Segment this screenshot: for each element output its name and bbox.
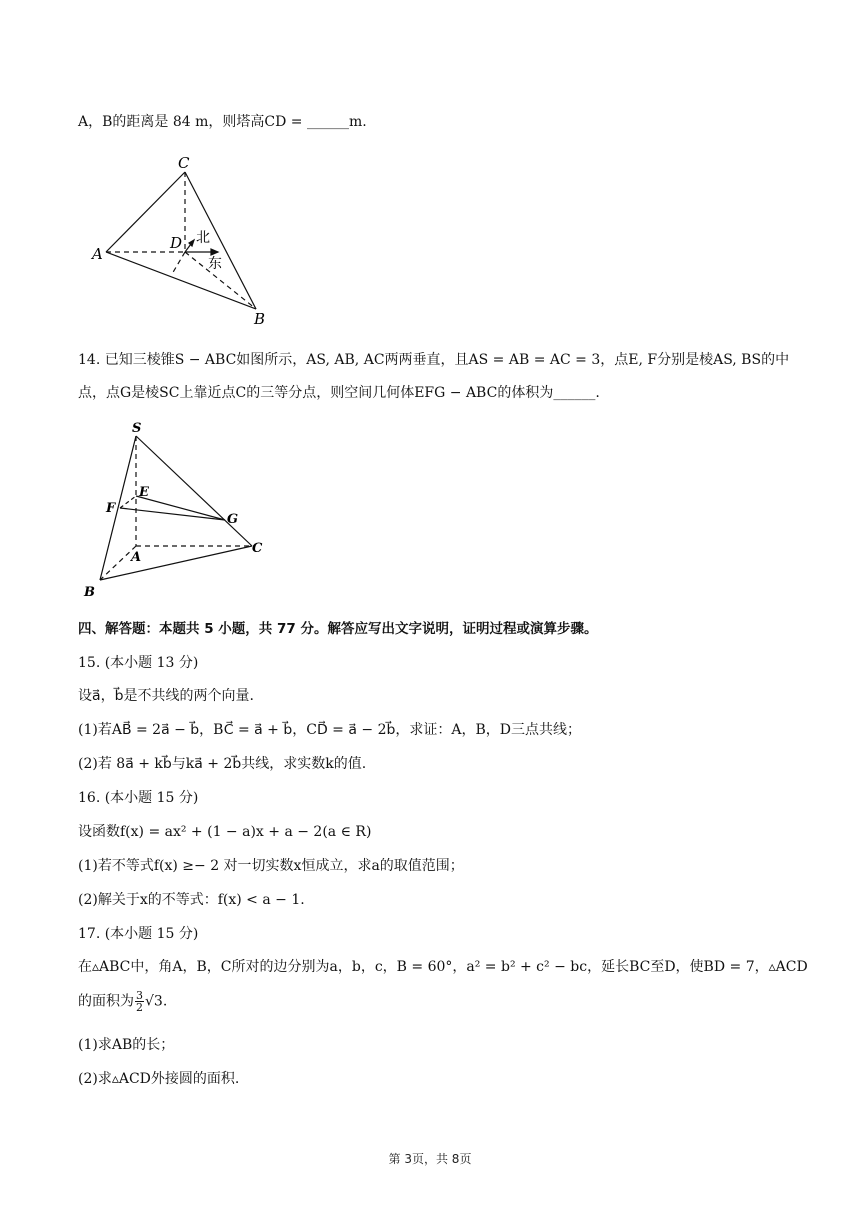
fig2-label-F: F: [106, 501, 116, 516]
q16-title: 16. (本小题 15 分): [78, 790, 199, 806]
q17-fraction: [135, 990, 144, 1013]
q17-part1: (1)求AB的长；: [78, 1037, 175, 1053]
fig2-label-C: C: [252, 541, 263, 556]
q17-frac-den: 2: [136, 1001, 143, 1014]
fig2-label-A: A: [131, 550, 142, 565]
q17-stem2-pre: 的面积为: [78, 993, 134, 1010]
q17-title: 17. (本小题 15 分): [78, 926, 199, 942]
fig1-label-north: 北: [196, 230, 210, 246]
q15-part2: (2)若 8a⃗ + kb⃗与ka⃗ + 2b⃗共线，求实数k的值.: [78, 756, 367, 772]
fig2-label-G: G: [227, 512, 239, 527]
q17-part2: (2)求▵ACD外接圆的面积.: [78, 1071, 240, 1087]
q16-part2: (2)解关于x的不等式：f(x) < a − 1.: [78, 892, 305, 908]
q17-stem2-post: √3.: [145, 993, 168, 1010]
tower-figure: [88, 152, 278, 330]
fig2-label-S: S: [132, 421, 142, 436]
q16-stem: 设函数f(x) = ax² + (1 − a)x + a − 2(a ∈ R): [78, 824, 372, 840]
fig1-label-A: A: [92, 245, 103, 263]
q17-frac-num: 3: [136, 989, 143, 1002]
fig1-label-D: D: [170, 234, 183, 252]
section-4-heading: 四、解答题：本题共 5 小题，共 77 分。解答应写出文字说明，证明过程或演算步骤。: [78, 621, 598, 637]
fig1-label-east: 东: [208, 256, 222, 272]
q17-stem-line1: 在▵ABC中，角A，B，C所对的边分别为a，b，c，B = 60°，a² = b² + c² − bc，延长BC至D，使BD = 7，▵ACD: [78, 959, 808, 975]
q14-line1: 14. 已知三棱锥S − ABC如图所示，AS, AB, AC两两垂直，且AS = AB = AC = 3，点E, F分别是棱AS, BS的中: [78, 352, 790, 368]
fig2-label-E: E: [139, 485, 149, 500]
q14-line2: 点，点G是棱SC上靠近点C的三等分点，则空间几何体EFG − ABC的体积为______.: [78, 385, 600, 401]
q13-tail-text: A，B的距离是 84 m，则塔高CD = ______m.: [78, 114, 367, 130]
fig2-label-B: B: [84, 585, 95, 600]
q15-part1: (1)若AB⃗ = 2a⃗ − b⃗，BC⃗ = a⃗ + b⃗，CD⃗ = a⃗ − 2b⃗，求证：A，B，D三点共线；: [78, 722, 581, 738]
page-footer: 第 3页，共 8页: [388, 1152, 472, 1166]
q15-stem: 设a⃗，b⃗是不共线的两个向量.: [78, 688, 254, 704]
q16-part1: (1)若不等式f(x) ≥− 2 对一切实数x恒成立，求a的取值范围；: [78, 858, 464, 874]
fig1-label-C: C: [178, 154, 190, 172]
q17-stem-line2: [78, 990, 167, 1013]
pyramid-figure: [80, 418, 280, 604]
q15-title: 15. (本小题 13 分): [78, 655, 199, 671]
fig1-label-B: B: [254, 310, 266, 328]
